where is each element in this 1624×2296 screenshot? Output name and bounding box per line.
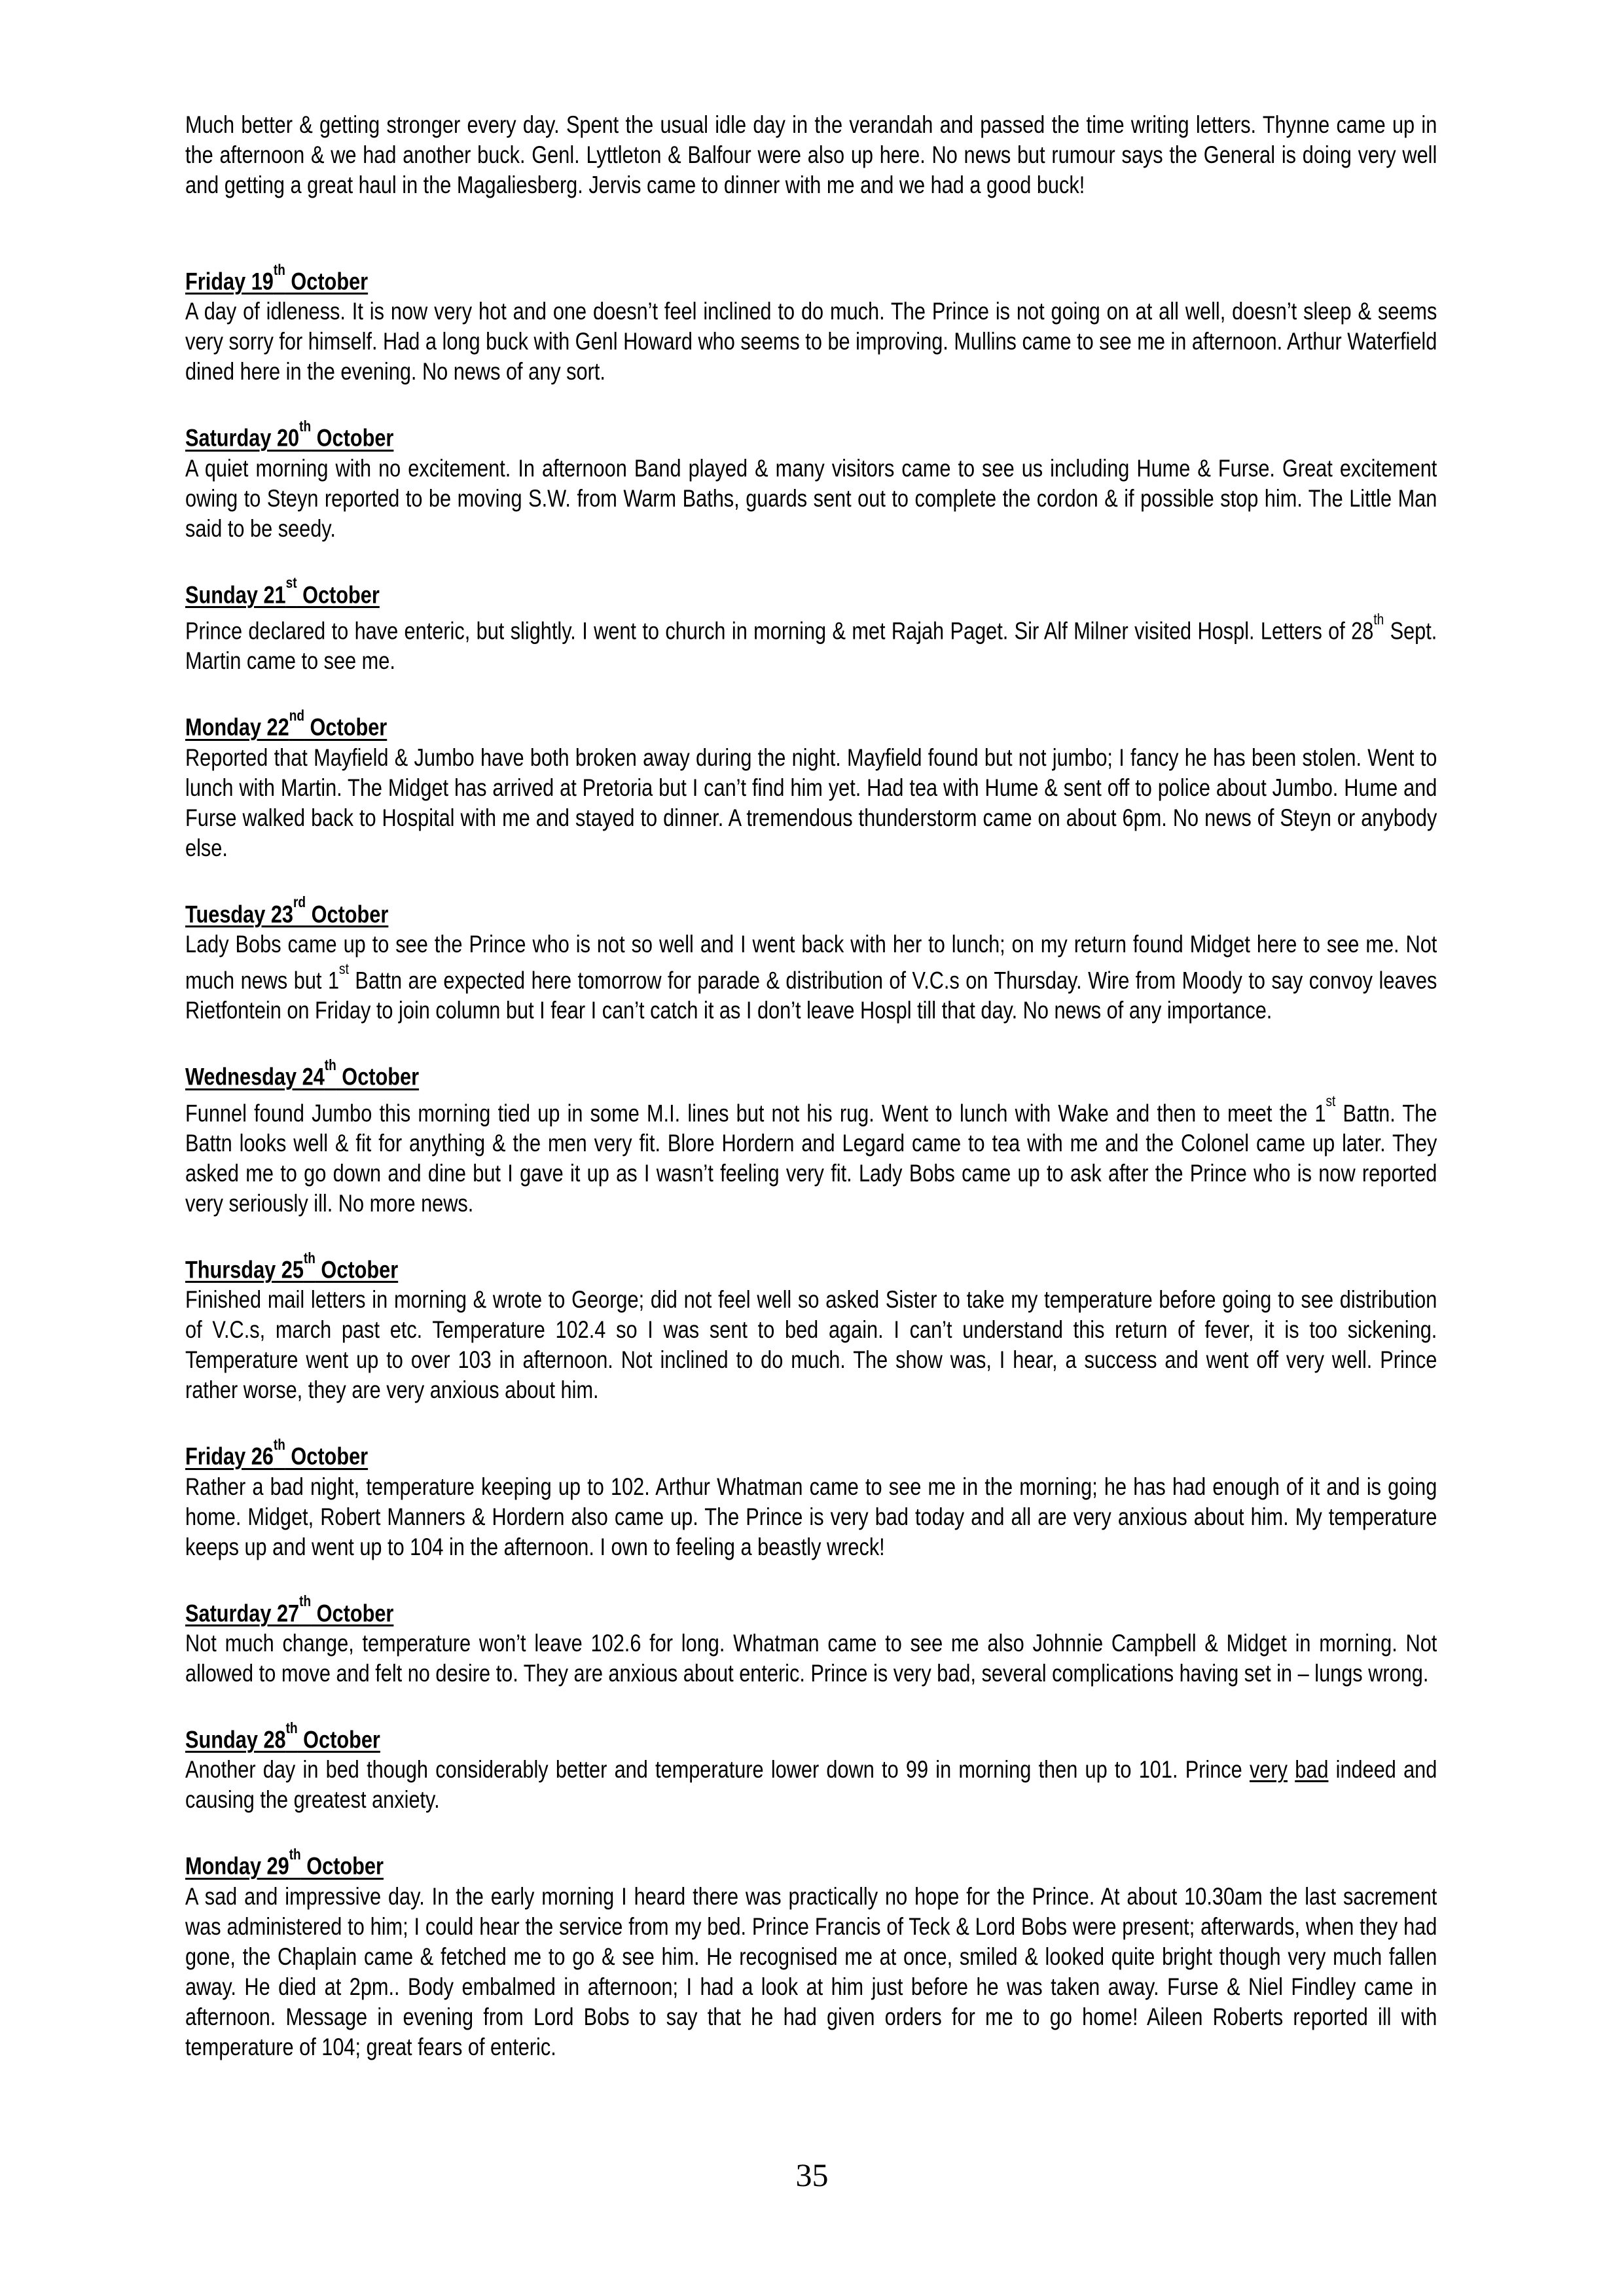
text-run: October: [311, 1599, 394, 1626]
diary-entry: [185, 1719, 1437, 1815]
entry-date-heading: [185, 1435, 1437, 1471]
text-run: October: [304, 713, 388, 741]
entry-body-text: [185, 1628, 1437, 1689]
text-run: A quiet morning with no excitement. In afternoon Band played & many visitors came to see us including Hume & Furse. Great excitement owing to Steyn reported to be moving S.W. from Warm Baths, guards sent out to complete the cordon & if possible stop him. The Little Man said to be seedy.: [185, 454, 1437, 542]
ordinal-superscript: th: [289, 1846, 301, 1863]
entry-body-text: [185, 743, 1437, 863]
text-run: Saturday 20: [185, 424, 300, 452]
text-run: October: [297, 1726, 380, 1753]
entry-body-text: [185, 1882, 1437, 2062]
entry-body-text: [185, 1092, 1437, 1219]
entry-date-heading: [185, 1056, 1437, 1092]
text-run: Prince declared to have enteric, but slightly. I went to church in morning & met Rajah Paget. Sir Alf Milner visited Hospl. Letters of 28: [185, 617, 1374, 645]
ordinal-superscript: st: [1326, 1092, 1336, 1110]
diary-entry: [185, 1435, 1437, 1562]
diary-entry: [185, 706, 1437, 863]
page-number: 35: [795, 2157, 829, 2193]
ordinal-superscript: st: [339, 960, 349, 977]
entry-body-text: [185, 1472, 1437, 1562]
text-run: Another day in bed though considerably better and temperature lower down to 99 in morning then up to 101. Prince: [185, 1756, 1250, 1784]
text-run: October: [306, 900, 389, 927]
text-run: October: [285, 268, 369, 295]
text-run: Tuesday 23: [185, 900, 294, 927]
diary-entry: [185, 260, 1437, 387]
text-run: Friday 26: [185, 1443, 274, 1470]
entry-date-heading: [185, 893, 1437, 929]
text-run: Sept. Martin came to see me.: [185, 617, 1437, 675]
entry-date-heading: [185, 1592, 1437, 1628]
entry-body-text: [185, 296, 1437, 387]
text-run: [1288, 1756, 1295, 1783]
entry-date-heading: [185, 1845, 1437, 1881]
entry-date-heading: [185, 417, 1437, 453]
ordinal-superscript: th: [285, 1719, 298, 1736]
text-run: Friday 19: [185, 268, 274, 295]
text-run: Monday 29: [185, 1852, 289, 1880]
diary-entry: [185, 417, 1437, 543]
intro-paragraph: [185, 110, 1437, 200]
text-run: Sunday 28: [185, 1726, 286, 1753]
text-run: Reported that Mayfield & Jumbo have both broken away during the night. Mayfield found but not jumbo; I fancy he has been stolen. Went to lunch with Martin. The Midget has arrived at Pretoria but I can’t find him yet. Had tea with Hume & sent off to police about Jumbo. Hume and Furse walked back to Hospital with me and stayed to dinner. A tremendous thunderstorm came on about 6pm. No news of Steyn or anybody else.: [185, 744, 1437, 861]
text-run: Not much change, temperature won’t leave 102.6 for long. Whatman came to see me also Johnnie Campbell & Midget in morning. Not allowed to move and felt no desire to. They are anxious about enteric. Prince is very bad, several complications having set in – lungs wrong.: [185, 1629, 1437, 1687]
text-run: A sad and impressive day. In the early morning I heard there was practically no hope for the Prince. At about 10.30am the last sacrement was administered to him; I could hear the service from my bed. Prince Francis of Teck & Lord Bobs were present; afterwards, when they had gone, the Chaplain came & fetched me to go & see him. He recognised me at once, smiled & looked quite bright though very much fallen away. He died at 2pm.. Body embalmed in afternoon; I had a look at him just before he was taken away. Furse & Niel Findley came in afternoon. Message in evening from Lord Bobs to say that he had given orders for me to go home! Aileen Roberts reported ill with temperature of 104; great fears of enteric.: [185, 1882, 1437, 2060]
ordinal-superscript: th: [273, 260, 285, 278]
diary-text-block: [185, 110, 1437, 2062]
ordinal-superscript: st: [285, 574, 297, 592]
text-run: Wednesday 24: [185, 1063, 325, 1090]
text-run: Saturday 27: [185, 1599, 300, 1626]
entry-date-heading: [185, 574, 1437, 610]
entry-body-text: [185, 1755, 1437, 1815]
underlined-text-run: very: [1249, 1756, 1288, 1784]
entry-body-text: [185, 610, 1437, 676]
diary-entry: [185, 893, 1437, 1026]
entry-date-heading: [185, 706, 1437, 742]
diary-entry: [185, 1056, 1437, 1219]
diary-entry: [185, 574, 1437, 677]
ordinal-superscript: rd: [293, 893, 306, 911]
text-run: Finished mail letters in morning & wrote to George; did not feel well so asked Sister to take my temperature before going to see distribution of V.C.s, march past etc. Temperature 102.4 so I was sent to bed again. I can’t understand this return of fever, it is too sickening. Temperature went up to over 103 in afternoon. Not inclined to do much. The show was, I hear, a success and went off very well. Prince rather worse, they are very anxious about him.: [185, 1286, 1437, 1404]
text-run: Battn are expected here tomorrow for parade & distribution of V.C.s on Thursday. Wire from Moody to say convoy leaves Rietfontein on Friday to join column but I fear I can’t catch it as I don’t leave Hospl till that day. No news of any importance.: [185, 967, 1437, 1024]
entry-date-heading: [185, 1249, 1437, 1285]
entry-date-heading: [185, 260, 1437, 296]
text-run: indeed and causing the greatest anxiety.: [185, 1756, 1437, 1814]
text-run: Sunday 21: [185, 581, 286, 608]
entry-date-heading: [185, 1719, 1437, 1755]
text-run: Funnel found Jumbo this morning tied up in some M.I. lines but not his rug. Went to lunch with Wake and then to meet the 1: [185, 1099, 1326, 1126]
diary-entry: [185, 1249, 1437, 1405]
entry-body-text: [185, 929, 1437, 1026]
ordinal-superscript: th: [1373, 610, 1384, 628]
ordinal-superscript: th: [303, 1249, 316, 1266]
text-run: October: [297, 581, 380, 608]
text-run: Rather a bad night, temperature keeping up to 102. Arthur Whatman came to see me in the morning; he has had enough of it and is going home. Midget, Robert Manners & Hordern also came up. The Prince is very bad today and all are very anxious about him. My temperature keeps up and went up to 104 in the afternoon. I own to feeling a beastly wreck!: [185, 1473, 1437, 1560]
text-run: October: [315, 1256, 399, 1283]
text-run: October: [300, 1852, 384, 1880]
text-run: Thursday 25: [185, 1256, 304, 1283]
text-run: October: [285, 1443, 369, 1470]
text-run: October: [311, 424, 394, 452]
entry-body-text: [185, 454, 1437, 544]
text-run: A day of idleness. It is now very hot and one doesn’t feel inclined to do much. The Prince is not going on at all well, doesn’t sleep & seems very sorry for himself. Had a long buck with Genl Howard who seems to be improving. Mullins came to see me in afternoon. Arthur Waterfield dined here in the evening. No news of any sort.: [185, 298, 1437, 386]
underlined-text-run: bad: [1295, 1756, 1329, 1784]
ordinal-superscript: th: [299, 1592, 312, 1610]
text-run: Much better & getting stronger every day. Spent the usual idle day in the verandah and passed the time writing letters. Thynne came up in the afternoon & we had another buck. Genl. Lyttleton & Balfour were also up here. No news but rumour says the General is doing very well and getting a great haul in the Magaliesberg. Jervis came to dinner with me and we had a good buck!: [185, 111, 1437, 198]
ordinal-superscript: th: [299, 418, 312, 435]
diary-entry: [185, 1592, 1437, 1689]
ordinal-superscript: nd: [289, 707, 304, 725]
text-run: Monday 22: [185, 713, 289, 741]
ordinal-superscript: th: [324, 1056, 336, 1074]
diary-entry: [185, 1845, 1437, 2062]
ordinal-superscript: th: [273, 1436, 285, 1454]
text-run: Lady Bobs came up to see the Prince who is not so well and I went back with her to lunch; on my return found Midget here to see me. Not much news but 1: [185, 930, 1437, 994]
entry-body-text: [185, 1285, 1437, 1405]
text-run: Battn. The Battn looks well & fit for anything & the men very fit. Blore Hordern and Legard came to tea with me and the Colonel came up later. They asked me to go down and dine but I gave it up as I wasn’t feeling very fit. Lady Bobs came up to ask after the Prince who is now reported very seriously ill. No more news.: [185, 1099, 1437, 1217]
text-run: October: [336, 1063, 420, 1090]
